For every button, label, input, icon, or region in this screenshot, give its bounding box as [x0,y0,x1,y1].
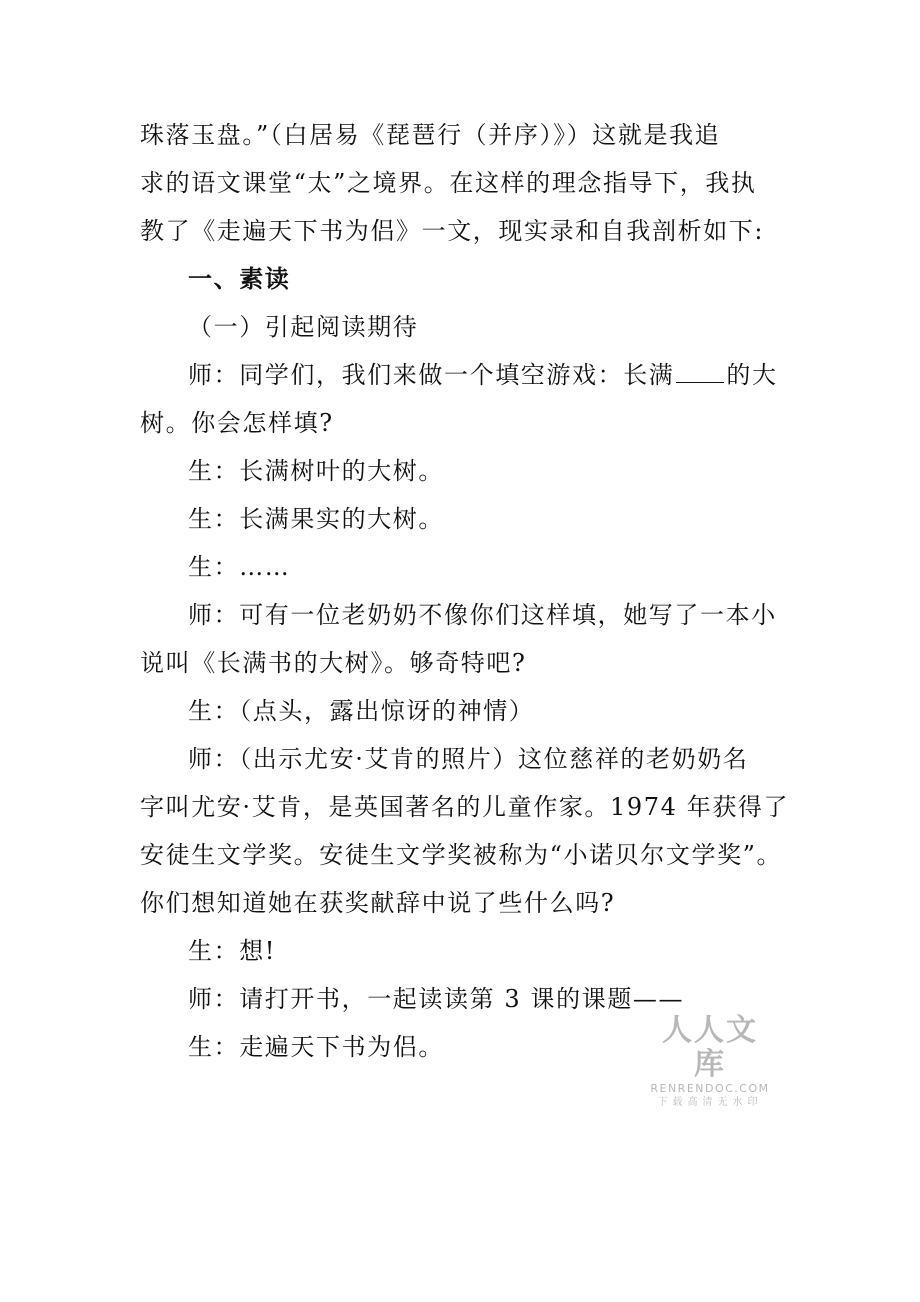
dialogue-line-10: 字叫尤安·艾肯，是英国著名的儿童作家。1974 年获得了 [140,793,790,821]
paragraph-line-3: 教了《走遍天下书为侣》一文，现实录和自我剖析如下: [140,217,765,245]
dialogue-line-2: 树。你会怎样填? [140,409,334,437]
dialogue-line-1-end: 的大 [726,361,778,389]
dialogue-line-3: 生：长满树叶的大树。 [188,457,444,485]
dialogue-line-12: 你们想知道她在获奖献辞中说了些什么吗? [140,889,616,917]
watermark-tagline: 下载高清无水印 [657,1097,763,1108]
section-heading: 一、素读 [188,265,291,293]
dialogue-line-8: 生：（点头，露出惊讶的神情） [188,697,535,725]
subsection-heading: （一）引起阅读期待 [188,313,419,341]
dialogue-line-7: 说叫《长满书的大树》。够奇特吧? [140,649,527,677]
dialogue-line-5: 生：…… [188,553,291,581]
dialogue-line-13: 生：想! [188,937,277,965]
dialogue-line-9: 师：（出示尤安·艾肯的照片）这位慈祥的老奶奶名 [188,745,749,773]
dialogue-line-1-start: 师：同学们，我们来做一个填空游戏：长满 [188,361,675,389]
watermark [648,1014,772,1110]
dialogue-line-15: 生：走遍天下书为侣。 [188,1033,444,1061]
dialogue-line-11: 安徒生文学奖。安徒生文学奖被称为“小诺贝尔文学奖”。 [140,841,783,869]
dialogue-line-4: 生：长满果实的大树。 [188,505,444,533]
fill-in-blank [676,362,724,383]
dialogue-line-1 [188,358,778,392]
watermark-url: RENRENDOC.COM [650,1082,770,1095]
dialogue-line-14: 师：请打开书，一起读读第 3 课的课题—— [188,985,685,1013]
paragraph-line-2: 求的语文课堂“太”之境界。在这样的理念指导下，我执 [140,169,757,197]
watermark-logo: 人人文库 [662,1013,758,1082]
dialogue-line-6: 师：可有一位老奶奶不像你们这样填，她写了一本小 [188,601,777,629]
paragraph-line-1: 珠落玉盘。”（白居易《琵琶行（并序）》）这就是我追 [140,121,721,149]
